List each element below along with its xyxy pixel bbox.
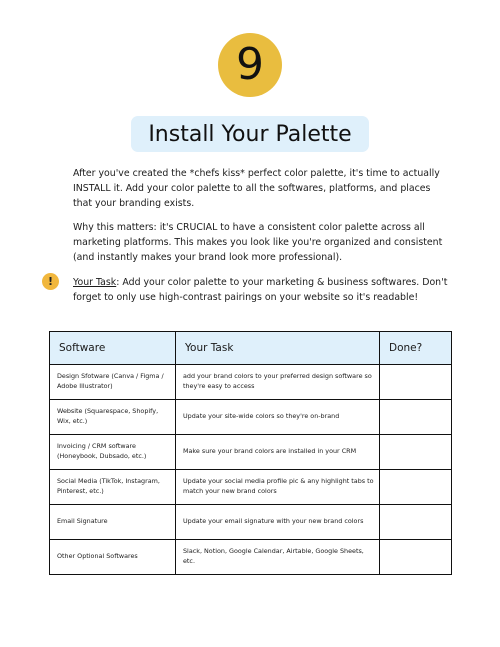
task-cell: Update your social media profile pic & any highlight tabs to match your new brand colors [176,470,380,505]
done-checkbox-cell[interactable] [380,400,452,435]
software-cell: Social Media (TikTok, Instagram, Pinterest, etc.) [50,470,176,505]
task-cell: Make sure your brand colors are installed in your CRM [176,435,380,470]
table-row [50,505,452,540]
software-cell: Invoicing / CRM software (Honeybook, Dubsado, etc.) [50,435,176,470]
header-software: Software [50,332,176,365]
done-checkbox-cell[interactable] [380,435,452,470]
done-checkbox-cell[interactable] [380,365,452,400]
table-header-row [50,332,452,365]
task-cell: add your brand colors to your preferred design software so they're easy to access [176,365,380,400]
intro-paragraph: After you've created the *chefs kiss* perfect color palette, it's time to actually INSTALL it. Add your color palette to all the softwares, platforms, and places that your branding exists. [73,168,440,209]
task-table [49,331,452,575]
step-number-badge: 9 [218,33,282,97]
header-your-task: Your Task [176,332,380,365]
why-paragraph: Why this matters: it's CRUCIAL to have a consistent color palette across all marketing platforms. This makes you look like you're organized and consistent (and instantly makes your brand look more professional). [73,222,443,263]
table-row [50,400,452,435]
table-row [50,435,452,470]
page-title: Install Your Palette [131,116,369,152]
task-text: : Add your color palette to your marketing & business softwares. Don't forget to only use high-contrast pairings on your website so it's readable! [73,277,448,303]
done-checkbox-cell[interactable] [380,540,452,575]
software-cell: Website (Squarespace, Shopify, Wix, etc.) [50,400,176,435]
task-cell: Slack, Notion, Google Calendar, Airtable, Google Sheets, etc. [176,540,380,575]
exclamation-icon: ! [42,273,59,290]
task-cell: Update your site-wide colors so they're on-brand [176,400,380,435]
header-done: Done? [380,332,452,365]
table-row [50,365,452,400]
table-row [50,470,452,505]
task-paragraph [73,276,453,306]
software-cell: Other Optional Softwares [50,540,176,575]
done-checkbox-cell[interactable] [380,470,452,505]
task-cell: Update your email signature with your new brand colors [176,505,380,540]
done-checkbox-cell[interactable] [380,505,452,540]
task-label: Your Task [73,277,117,288]
software-cell: Design Sfotware (Canva / Figma / Adobe Illustrator) [50,365,176,400]
table-row [50,540,452,575]
software-cell: Email Signature [50,505,176,540]
